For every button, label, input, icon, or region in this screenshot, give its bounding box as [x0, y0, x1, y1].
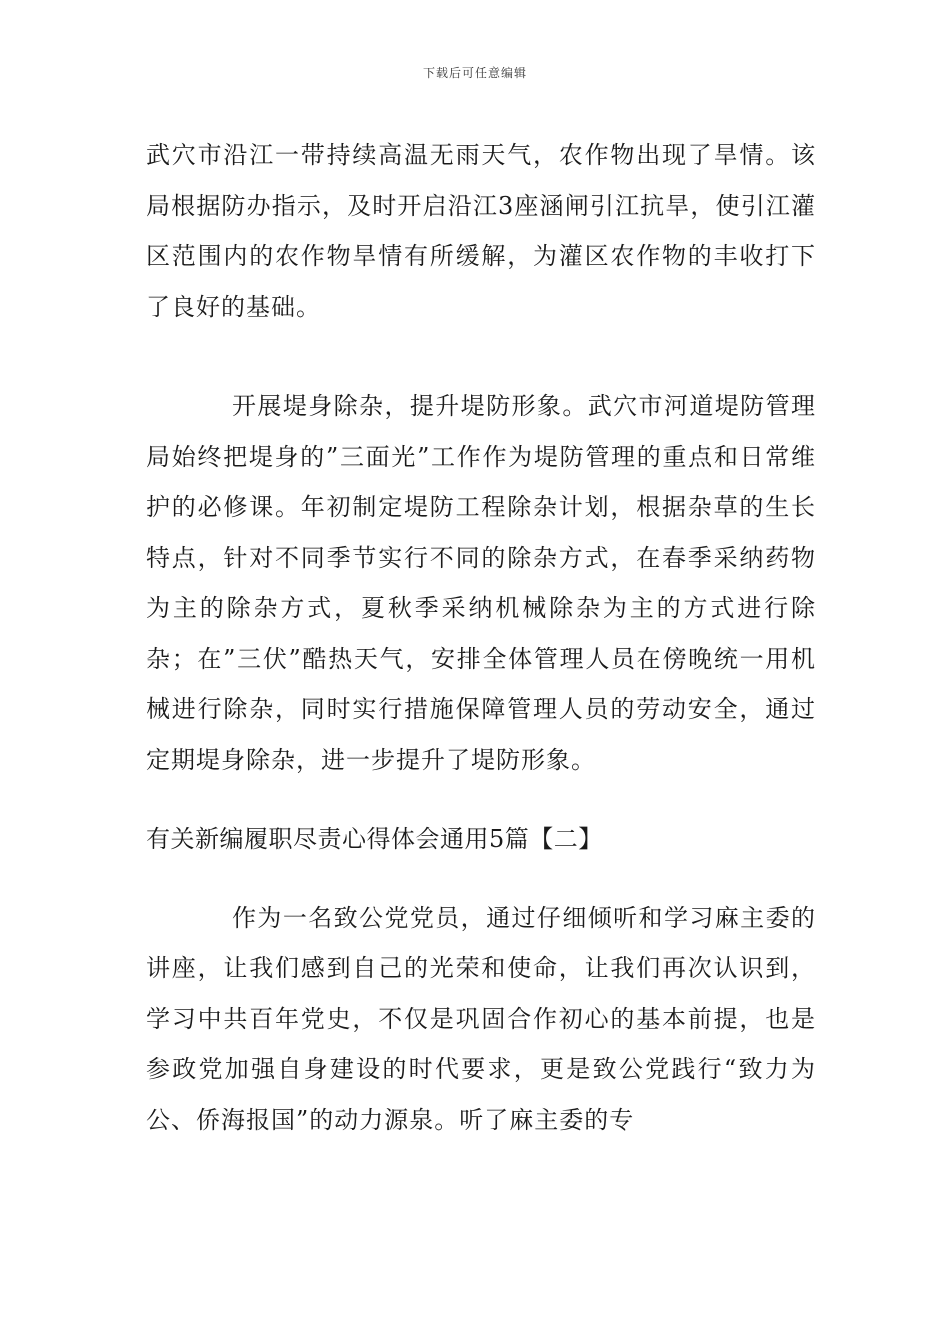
document-body [146, 130, 816, 1145]
paragraph-spacer [146, 785, 816, 814]
paragraph-spacer [146, 332, 816, 381]
page-header-note: 下载后可任意编辑 [422, 66, 527, 80]
paragraph-drought-relief: 武穴市沿江一带持续高温无雨天气，农作物出现了旱情。该局根据防办指示，及时开启沿江3座涵闸引江抗旱，使引江灌区范围内的农作物旱情有所缓解，为灌区农作物的丰收打下了良好的基础。 [146, 141, 816, 321]
paragraph-embankment-weeding: 开展堤身除杂，提升堤防形象。武穴市河道堤防管理局始终把堤身的”三面光”工作作为堤防管理的重点和日常维护的必修课。年初制定堤防工程除杂计划，根据杂草的生长特点，针对不同季节实行不同的除杂方式，在春季采纳药物为主的除杂方式，夏秋季采纳机械除杂为主的方式进行除杂；在”三伏”酷热天气，安排全体管理人员在傍晚统一用机械进行除杂，同时实行措施保障管理人员的劳动安全，通过定期堤身除杂，进一步提升了堤防形象。 [146, 392, 816, 774]
paragraph-party-member-reflection: 作为一名致公党党员，通过仔细倾听和学习麻主委的讲座，让我们感到自己的光荣和使命，让我们再次认识到，学习中共百年党史，不仅是巩固合作初心的基本前提，也是参政党加强自身建设的时代要求，更是致公党践行“致力为公、侨海报国”的动力源泉。听了麻主委的专 [146, 903, 816, 1134]
paragraph-spacer [146, 865, 816, 893]
section-heading: 有关新编履职尽责心得体会通用5篇【二】 [146, 825, 603, 853]
